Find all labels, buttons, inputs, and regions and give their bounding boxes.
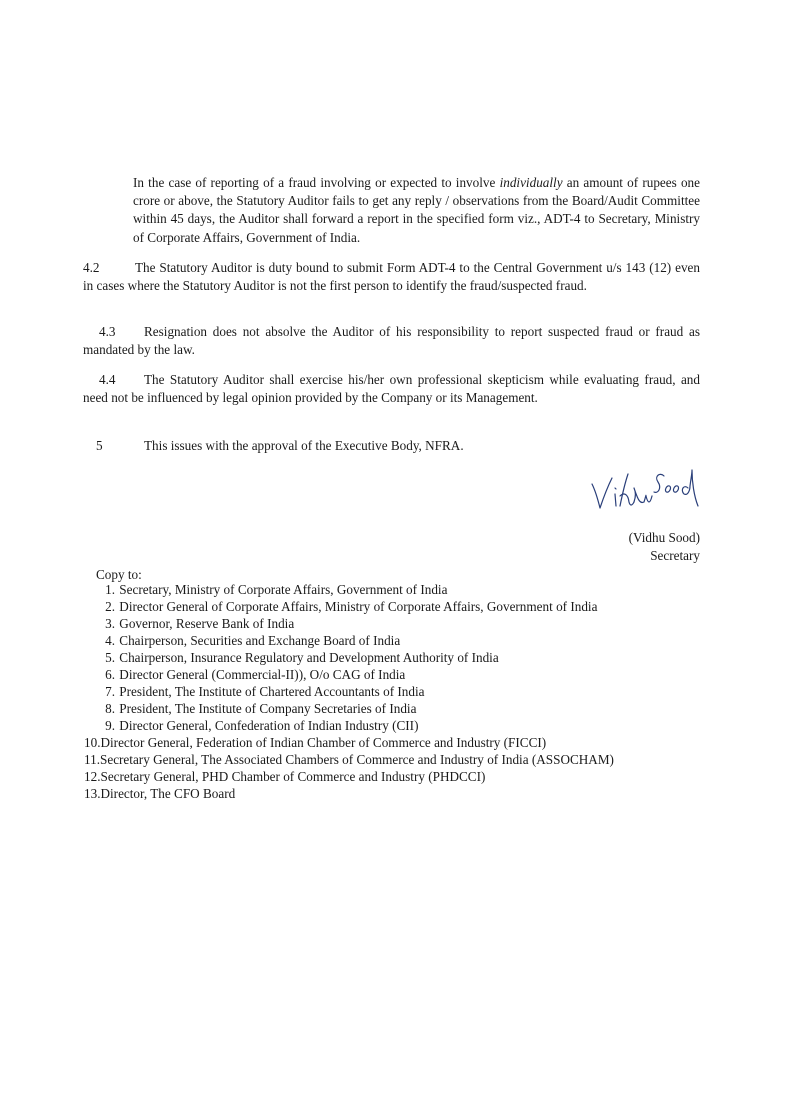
- paragraph-number: 4.3: [99, 324, 116, 339]
- paragraph-4-3: [83, 323, 700, 359]
- list-item: [84, 649, 614, 666]
- list-item: [84, 683, 614, 700]
- list-item-number: 13.: [84, 786, 101, 801]
- paragraph-text: Resignation does not absolve the Auditor of his responsibility to report suspected fraud or fraud as mandated by the law.: [83, 324, 700, 358]
- list-item: [84, 717, 614, 734]
- copy-to-heading: Copy to:: [96, 567, 142, 582]
- paragraph-text: The Statutory Auditor shall exercise his/her own professional skepticism while evaluating fraud, and need not be influenced by legal opinion provided by the Company or its Management.: [83, 372, 700, 406]
- list-item-text: President, The Institute of Company Secretaries of India: [119, 701, 417, 716]
- list-item: [84, 581, 614, 598]
- paragraph-text: The Statutory Auditor is duty bound to submit Form ADT-4 to the Central Government u/s 143 (12) even in cases where the Statutory Auditor is not the first person to identify the fraud/suspected fraud.: [83, 260, 700, 294]
- paragraph-reporting-continued: [133, 174, 700, 247]
- list-item-number: 2.: [105, 599, 115, 614]
- list-item-text: Chairperson, Securities and Exchange Board of India: [119, 633, 401, 648]
- list-item: [84, 700, 614, 717]
- list-item-text: Director General, Confederation of Indian Industry (CII): [119, 718, 419, 733]
- list-item-number: 7.: [105, 684, 115, 699]
- list-item-number: 11.: [84, 752, 100, 767]
- paragraph-number: 4.4: [99, 372, 116, 387]
- list-item-text: Director General of Corporate Affairs, Ministry of Corporate Affairs, Government of India: [119, 599, 598, 614]
- list-item-number: 1.: [105, 582, 115, 597]
- list-item: [84, 615, 614, 632]
- list-item-number: 6.: [105, 667, 115, 682]
- signatory-title: Secretary: [650, 548, 700, 563]
- copy-to-list: [84, 581, 614, 802]
- list-item-number: 10.: [84, 735, 101, 750]
- list-item-text: Secretary General, PHD Chamber of Commerce and Industry (PHDCCI): [100, 769, 486, 784]
- list-item: [84, 751, 614, 768]
- paragraph-text-before: In the case of reporting of a fraud involving or expected to involve: [133, 175, 500, 190]
- list-item-number: 5.: [105, 650, 115, 665]
- list-item: [84, 666, 614, 683]
- paragraph-4-2: [83, 259, 700, 295]
- list-item: [84, 785, 614, 802]
- signatory-name: (Vidhu Sood): [628, 530, 700, 545]
- list-item: [84, 632, 614, 649]
- paragraph-emphasis: individually: [499, 175, 563, 190]
- list-item-text: President, The Institute of Chartered Accountants of India: [119, 684, 425, 699]
- list-item-text: Governor, Reserve Bank of India: [119, 616, 295, 631]
- paragraph-number: 5: [96, 438, 103, 453]
- list-item-text: Secretary, Ministry of Corporate Affairs, Government of India: [119, 582, 448, 597]
- list-item-text: Director General, Federation of Indian Chamber of Commerce and Industry (FICCI): [100, 735, 547, 750]
- list-item-number: 8.: [105, 701, 115, 716]
- list-item-text: Director General (Commercial-II)), O/o CAG of India: [119, 667, 406, 682]
- list-item-number: 3.: [105, 616, 115, 631]
- list-item: [84, 734, 614, 751]
- paragraph-5: [83, 437, 700, 455]
- list-item-number: 4.: [105, 633, 115, 648]
- paragraph-number: 4.2: [83, 260, 100, 275]
- paragraph-4-4: [83, 371, 700, 407]
- list-item: [84, 768, 614, 785]
- handwritten-signature: [588, 466, 704, 514]
- list-item: [84, 598, 614, 615]
- paragraph-text-after: an amount of rupees one crore or above, the Statutory Auditor fails to get any reply / observations from the Board/Audit Committee within 45 days, the Auditor shall forward a report in the specified form viz., ADT-4 to Secretary, Ministry of Corporate Affairs, Government of India.: [133, 175, 700, 245]
- paragraph-text: This issues with the approval of the Executive Body, NFRA.: [144, 438, 464, 453]
- list-item-number: 12.: [84, 769, 101, 784]
- list-item-text: Director, The CFO Board: [100, 786, 236, 801]
- list-item-text: Secretary General, The Associated Chambers of Commerce and Industry of India (ASSOCHAM): [100, 752, 614, 767]
- list-item-number: 9.: [105, 718, 115, 733]
- list-item-text: Chairperson, Insurance Regulatory and Development Authority of India: [119, 650, 499, 665]
